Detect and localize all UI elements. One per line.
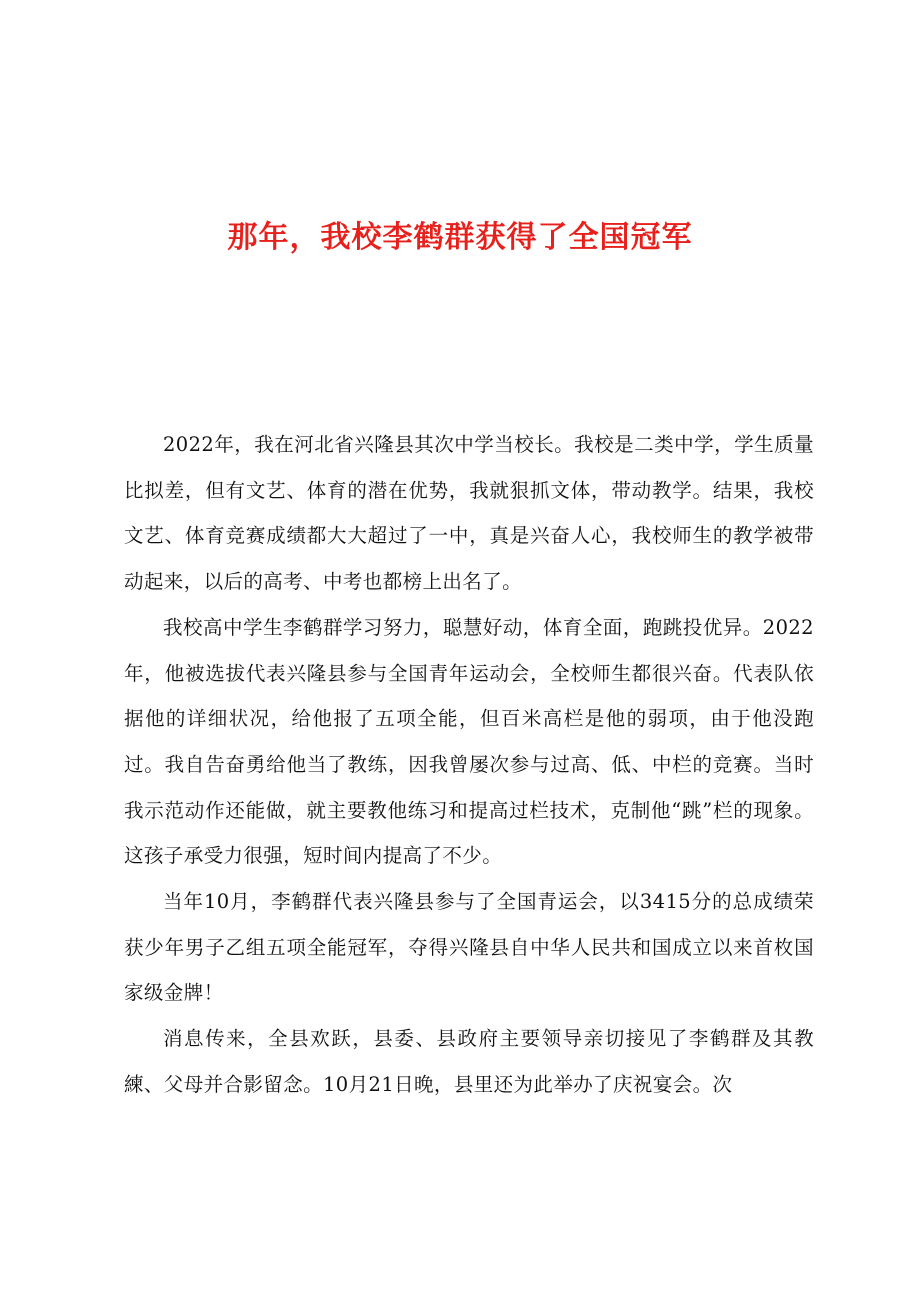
paragraph-1: 2022年，我在河北省兴隆县其次中学当校长。我校是二类中学，学生质量比拟差，但有文艺、体育的潜在优势，我就狠抓文体，带动教学。结果，我校文艺、体育竞赛成绩都大大超过了一中，真是兴奋人心，我校师生的教学被带动起来，以后的高考、中考也都榜上出名了。 [124, 433, 814, 594]
document-body [124, 422, 814, 1108]
paragraph-2: 我校高中学生李鹤群学习努力，聪慧好动，体育全面，跑跳投优异。2022年，他被选拔代表兴隆县参与全国青年运动会，全校师生都很兴奋。代表队依据他的详细状况，给他报了五项全能，但百米高栏是他的弱项，由于他没跑过。我自告奋勇给他当了教练，因我曾屡次参与过高、低、中栏的竞赛。当时我示范动作还能做，就主要教他练习和提高过栏技术，克制他“跳”栏的现象。这孩子承受力很强，短时间内提高了不少。 [124, 615, 814, 868]
paragraph-3: 当年10月，李鹤群代表兴隆县参与了全国青运会，以3415分的总成绩荣获少年男子乙组五项全能冠军，夺得兴隆县自中华人民共和国成立以来首枚国家级金牌！ [124, 890, 814, 1005]
paragraph-4: 消息传来，全县欢跃，县委、县政府主要领导亲切接见了李鹤群及其教練、父母并合影留念。10月21日晚，县里还为此举办了庆祝宴会。次 [124, 1027, 814, 1096]
document-title: 那年，我校李鹤群获得了全国冠军 [227, 220, 693, 256]
